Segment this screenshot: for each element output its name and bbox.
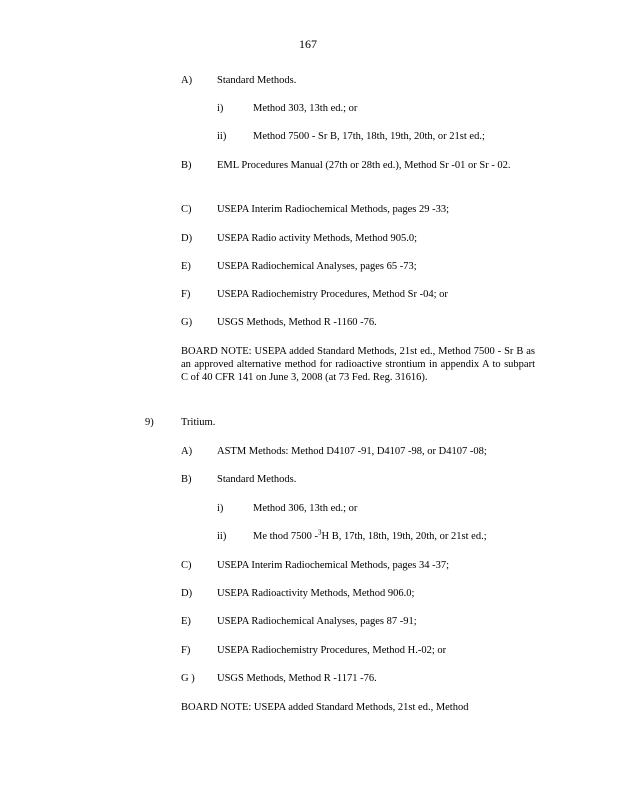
list-item-text: USEPA Radiochemistry Procedures, Method Sr -04; or bbox=[217, 289, 448, 300]
list-item-text: USEPA Interim Radiochemical Methods, pages 29 -33; bbox=[217, 204, 450, 215]
list-item-text: ASTM Methods: Method D4107 -91, D4107 -98, or D4107 -08; bbox=[217, 446, 487, 457]
list-item-text: USEPA Interim Radiochemical Methods, pages 34 -37; bbox=[217, 560, 450, 571]
list-item-text: USEPA Radiochemical Analyses, pages 87 -91; bbox=[217, 616, 417, 627]
superscript-mass-number: 3 bbox=[318, 528, 322, 537]
board-note: BOARD NOTE: USEPA added Standard Methods, 21st ed., Method bbox=[181, 702, 469, 713]
sub-item-text-part: Me thod 7500 - bbox=[253, 531, 319, 542]
sub-item-text bbox=[253, 530, 487, 543]
list-item-text: USGS Methods, Method R -1160 -76. bbox=[217, 317, 377, 328]
list-item-label: D) bbox=[181, 233, 193, 244]
sub-item-label: ii) bbox=[217, 531, 227, 542]
sub-item-label: i) bbox=[217, 103, 224, 114]
list-item-label: D) bbox=[181, 588, 193, 599]
list-item-label: F) bbox=[181, 289, 191, 300]
list-item-label: A) bbox=[181, 446, 193, 457]
list-item-label: E) bbox=[181, 261, 191, 272]
list-item-text: Standard Methods. bbox=[217, 474, 297, 485]
list-item-text: USGS Methods, Method R -1171 -76. bbox=[217, 673, 377, 684]
list-item-label: A) bbox=[181, 75, 193, 86]
sub-item-text: Method 306, 13th ed.; or bbox=[253, 503, 358, 514]
list-item-text: USEPA Radiochemistry Procedures, Method H.-02; or bbox=[217, 645, 447, 656]
list-item-label: F) bbox=[181, 645, 191, 656]
sub-item-label: ii) bbox=[217, 131, 227, 142]
list-item-label: B) bbox=[181, 474, 192, 485]
list-item-text: USEPA Radiochemical Analyses, pages 65 -73; bbox=[217, 261, 417, 272]
list-item-label: B) bbox=[181, 160, 192, 171]
list-item-text: USEPA Radioactivity Methods, Method 906.0; bbox=[217, 588, 415, 599]
list-item-text: EML Procedures Manual (27th or 28th ed.), Method Sr -01 or Sr - 02. bbox=[217, 160, 511, 171]
sub-item-text: Method 7500 - Sr B, 17th, 18th, 19th, 20th, or 21st ed.; bbox=[253, 131, 485, 142]
list-item-text: Standard Methods. bbox=[217, 75, 297, 86]
sub-item-text: Method 303, 13th ed.; or bbox=[253, 103, 358, 114]
sub-item-label: i) bbox=[217, 503, 224, 514]
section-number: 9) bbox=[145, 417, 154, 428]
page-number: 167 bbox=[299, 37, 317, 51]
list-item-label: G ) bbox=[181, 673, 195, 684]
list-item-label: E) bbox=[181, 616, 191, 627]
board-note: BOARD NOTE: USEPA added Standard Methods, 21st ed., Method 7500 - Sr B as an approved alternative method for radioactive strontium in appendix A to subpart C of 40 CFR 141 on June 3, 2008 (at 73 Fed. Reg. 31616). bbox=[181, 346, 535, 383]
list-item-label: C) bbox=[181, 560, 192, 571]
section-title: Tritium. bbox=[181, 417, 216, 428]
list-item-label: C) bbox=[181, 204, 192, 215]
sub-item-text-part: H B, 17th, 18th, 19th, 20th, or 21st ed.; bbox=[321, 531, 487, 542]
list-item-label: G) bbox=[181, 317, 193, 328]
list-item-text: USEPA Radio activity Methods, Method 905.0; bbox=[217, 233, 417, 244]
